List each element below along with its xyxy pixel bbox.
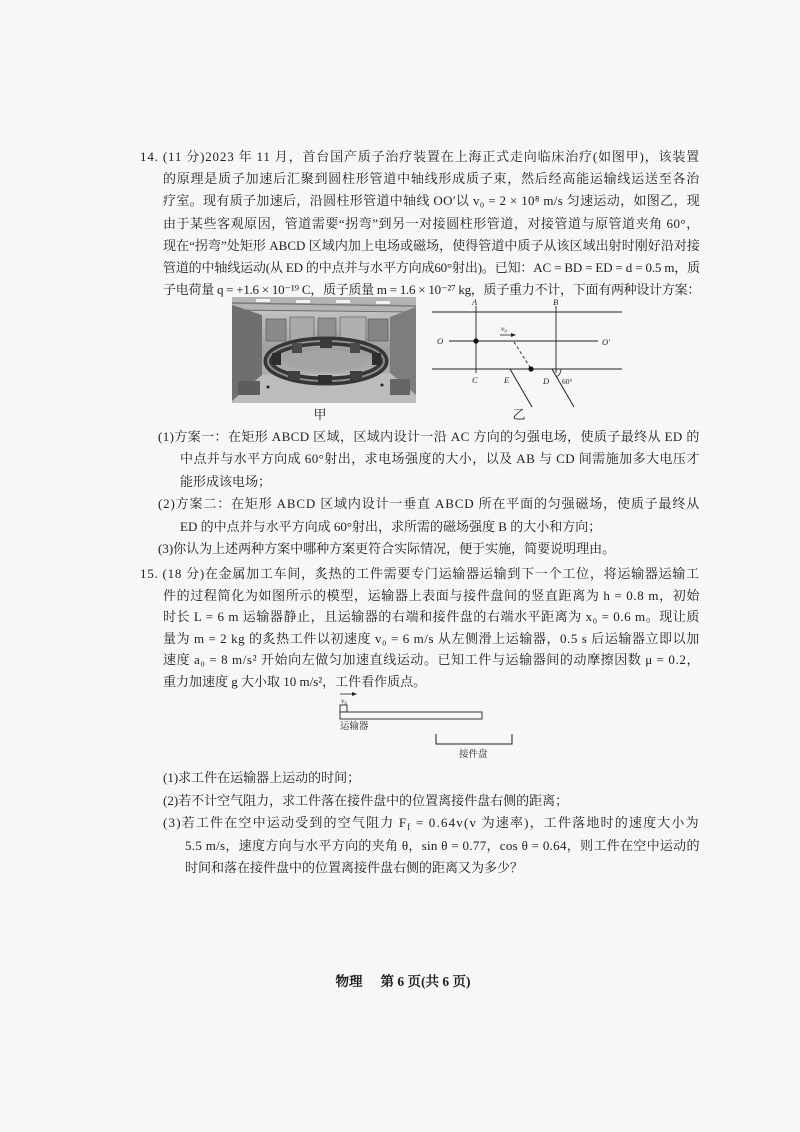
label-d: D xyxy=(543,376,550,386)
tray-label: 接件盘 xyxy=(459,750,488,760)
q14-stem-line: 子电荷量 q = +1.6 × 10⁻¹⁹ C，质子质量 m = 1.6 × 10⁻²⁷ kg，质子重力不计，下面有两种设计方案： xyxy=(163,282,701,298)
angle-arc xyxy=(557,369,562,377)
q14-part-line: (1)方案一：在矩形 ABCD 区域，区域内设计一沿 AC 方向的匀强电场，使质子最终从 ED 的 xyxy=(158,429,700,444)
figure-jia-caption: 甲 xyxy=(313,407,327,422)
q14-part-line: (3)你认为上述两种方案中哪种方案更符合实际情况，便于实施，简要说明理由。 xyxy=(158,540,616,556)
q14-part-line: 中点并与水平方向成 60°射出，求电场强度的大小，以及 AB 与 CD 间需施加多大电压才 xyxy=(180,451,700,467)
q15-part3-text-before: (3)若工件在空中运动受到的空气阻力 F xyxy=(163,815,408,830)
q15-part-line: (2)若不计空气阻力，求工件落在接件盘中的位置离接件盘右侧的距离； xyxy=(163,792,569,808)
question-14-stem xyxy=(140,146,700,301)
q15-part-line xyxy=(163,812,700,835)
pipe-bend-diagram xyxy=(428,294,628,418)
q14-stem-line: 14. (11 分)2023 年 11 月，首台国产质子治疗装置在上海正式走向临床治疗(如图甲)，该装置 xyxy=(140,149,701,164)
q14-stem-line: 疗室。现有质子加速后，沿圆柱形管道中轴线 OO′以 v₀ = 2 × 10⁸ m/s 匀速运动，如图乙，现 xyxy=(163,193,701,209)
question-15-stem xyxy=(140,563,700,693)
label-o: O xyxy=(437,336,444,346)
label-v0: v₀ xyxy=(341,696,347,705)
q14-part-line: (2)方案二：在矩形 ABCD 区域内设计一垂直 ABCD 所在平面的匀强磁场，使质子最终从 xyxy=(158,496,701,512)
outlet-pipe-wall-d xyxy=(552,369,574,407)
label-a: A xyxy=(472,297,478,307)
q15-stem-line: 量为 m = 2 kg 的炙热工件以初速度 v₀ = 6 m/s 从左侧滑上运输器，0.5 s 后运输器立即以加 xyxy=(163,630,700,646)
conveyor-diagram xyxy=(332,688,522,763)
footer-subject: 物理 xyxy=(335,974,363,989)
label-b: B xyxy=(553,297,559,307)
q15-part3-text-after: = 0.64v(v 为速率)，工件落地时的速度大小为 xyxy=(411,815,700,830)
conveyor xyxy=(340,712,482,719)
q15-part-line: 时间和落在接件盘中的位置离接件盘右侧的距离又为多少？ xyxy=(185,860,524,875)
receiving-tray xyxy=(436,734,512,744)
q14-part-line: ED 的中点并与水平方向成 60°射出，求所需的磁场强度 B 的大小和方向； xyxy=(180,518,602,534)
q14-stem-line: 现在“拐弯”处矩形 ABCD 区域内加上电场或磁场，使得管道中质子从该区域出射时刚好沿对接 xyxy=(163,237,700,253)
facility-photo xyxy=(232,297,416,403)
label-e: E xyxy=(504,375,510,385)
label-v0: v₀ xyxy=(501,324,507,333)
q15-stem-line: 15. (18 分)在金属加工车间，炙热的工件需要专门运输器运输到下一个工位，将运输器运输工 xyxy=(140,566,700,581)
workpiece xyxy=(340,705,347,712)
outlet-pipe-wall-e xyxy=(510,369,532,407)
q14-stem-line: 由于某些客观原因，管道需要“拐弯”到另一对接圆柱形管道，对接管道与原管道夹角 60°， xyxy=(163,215,700,231)
label-o-prime: O′ xyxy=(602,337,610,347)
proton-entry-dot xyxy=(473,338,478,343)
page-footer xyxy=(0,971,800,993)
q14-stem-line: 管道的中轴线运动(从 ED 的中点并与水平方向成60°射出)。已知：AC = BD = ED = d = 0.5 m，质 xyxy=(163,259,700,275)
velocity-arrowhead xyxy=(352,692,357,696)
label-angle: 60° xyxy=(562,377,573,386)
ring-center-floor xyxy=(286,350,366,372)
ed-midpoint-dot xyxy=(528,366,533,371)
velocity-arrowhead xyxy=(511,333,516,337)
question-15-parts xyxy=(163,767,700,880)
footer-page-number: 第 6 页(共 6 页) xyxy=(380,974,471,989)
figure-yi-caption: 乙 xyxy=(512,407,526,422)
q15-stem-line: 时长 L = 6 m 运输器静止，且运输器的右端和接件盘的右端水平距离为 x₀ = 0.6 m。现让质 xyxy=(163,609,700,625)
q15-stem-line: 重力加速度 g 大小取 10 m/s²，工件看作质点。 xyxy=(163,673,427,689)
q14-part-line: 能形成该电场； xyxy=(180,473,272,489)
conveyor-label: 运输器 xyxy=(340,722,369,732)
friction-subscript: f xyxy=(407,822,412,832)
label-c: C xyxy=(472,375,478,385)
footer-inner xyxy=(0,971,800,993)
question-14-parts xyxy=(158,426,700,560)
proton-trajectory xyxy=(514,342,531,369)
ceiling-structure xyxy=(232,297,416,312)
q15-stem-line: 速度 a₀ = 8 m/s² 开始向左做匀加速直线运动。已知工件与运输器间的动摩擦因数 μ = 0.2， xyxy=(163,652,701,668)
q15-part-line: 5.5 m/s，速度方向与水平方向的夹角 θ，sin θ = 0.77，cos θ = 0.64，则工件在空中运动的 xyxy=(185,837,700,853)
q14-stem-line: 的原理是质子加速后汇聚到圆柱形管道中轴线形成质子束，然后经高能运输线运送至各治 xyxy=(163,171,701,187)
q15-stem-line: 件的过程简化为如图所示的模型，运输器上表面与接件盘间的竖直距离为 h = 0.8 m，初始 xyxy=(163,587,700,603)
q15-part-line: (1)求工件在运输器上运动的时间； xyxy=(163,770,361,785)
